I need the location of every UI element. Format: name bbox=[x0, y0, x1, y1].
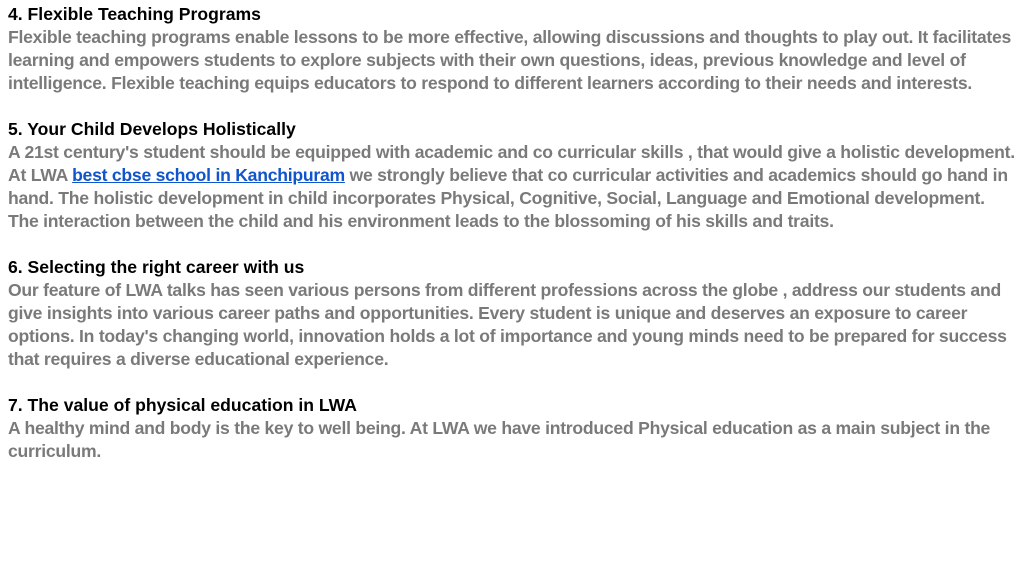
section-physical-education bbox=[8, 394, 1016, 463]
section-flexible-teaching bbox=[8, 3, 1016, 95]
section-paragraph bbox=[8, 141, 1016, 233]
section-career bbox=[8, 256, 1016, 371]
section-holistic-development bbox=[8, 118, 1016, 233]
section-heading: 5. Your Child Develops Holistically bbox=[8, 119, 296, 139]
paragraph-text: we strongly believe that co curricular activities and academics should go hand in hand. The holistic development in child incorporates Physical, Cognitive, Social, Language and Emotional development. The interaction between the child and his environment leads to the blossoming of his skills and traits. bbox=[8, 165, 1008, 231]
school-link[interactable]: best cbse school in Kanchipuram bbox=[72, 165, 345, 185]
section-paragraph: A healthy mind and body is the key to well being. At LWA we have introduced Physical education as a main subject in the curriculum. bbox=[8, 418, 991, 461]
paragraph-text: A 21st century's student should be equipped with academic and co curricular skills , that would give a holistic development. At LWA bbox=[8, 142, 1015, 185]
section-heading: 7. The value of physical education in LWA bbox=[8, 395, 358, 415]
section-heading: 6. Selecting the right career with us bbox=[8, 257, 305, 277]
section-heading: 4. Flexible Teaching Programs bbox=[8, 4, 261, 24]
section-paragraph: Our feature of LWA talks has seen various persons from different professions across the globe , address our students and give insights into various career paths and opportunities. Every student is unique and deserves an exposure to career options. In today's changing world, innovation holds a lot of importance and young minds need to be prepared for success that requires a diverse educational experience. bbox=[8, 280, 1007, 369]
section-paragraph: Flexible teaching programs enable lessons to be more effective, allowing discussions and thoughts to play out. It facilitates learning and empowers students to explore subjects with their own questions, ideas, previous knowledge and level of intelligence. Flexible teaching equips educators to respond to different learners according to their needs and interests. bbox=[8, 27, 1012, 93]
